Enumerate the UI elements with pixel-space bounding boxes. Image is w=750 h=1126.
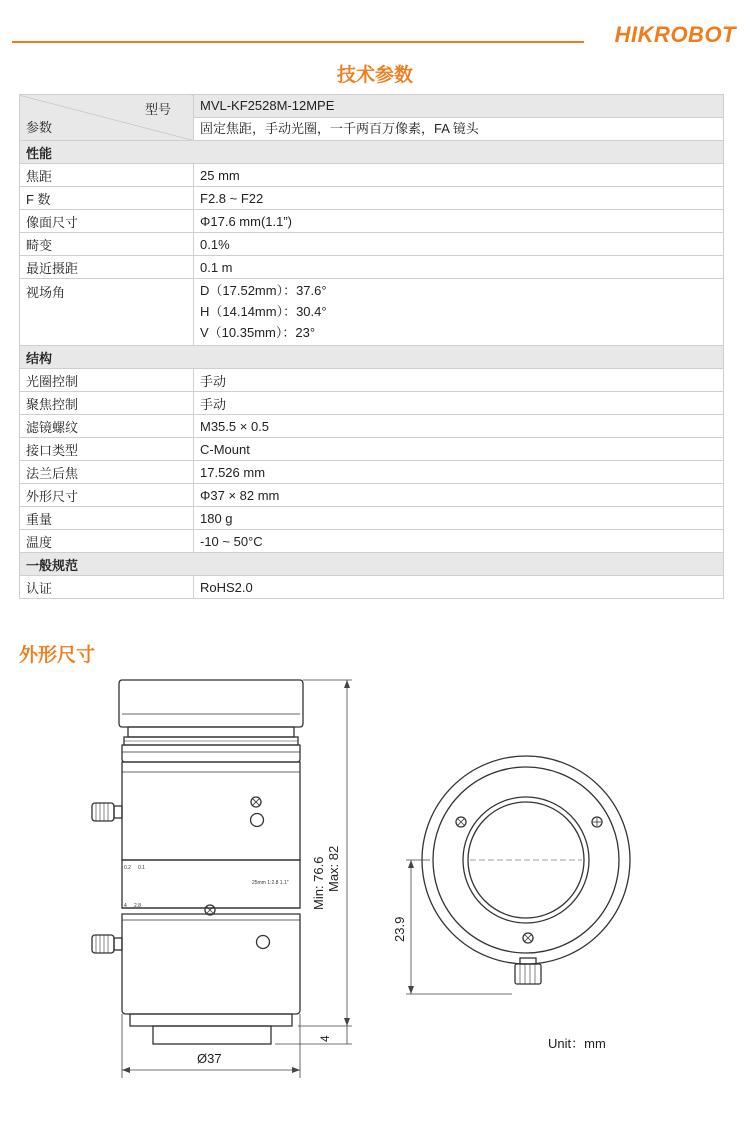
spec-row xyxy=(20,210,724,233)
header-rule xyxy=(12,41,584,43)
spec-row xyxy=(20,484,724,507)
spec-row xyxy=(20,392,724,415)
fov-d: D（17.52mm）：37.6° xyxy=(200,283,327,298)
param-value: 固定焦距，手动光圈，一千两百万像素，FA 镜头 xyxy=(194,118,723,140)
spec-key: 光圈控制 xyxy=(20,369,194,392)
spec-header-value xyxy=(194,95,724,141)
spec-key: 视场角 xyxy=(20,279,194,346)
spec-key: 认证 xyxy=(20,576,194,599)
section-structure xyxy=(20,346,724,369)
iris-scale-top-0: 0.2 xyxy=(124,865,131,871)
spec-value: 手动 xyxy=(194,392,724,415)
fov-v: V（10.35mm）：23° xyxy=(200,325,316,340)
spec-value: Φ37 × 82 mm xyxy=(194,484,724,507)
min-length-label: Min: 76.6 xyxy=(311,856,326,910)
lens-front-view xyxy=(422,756,630,984)
spec-row xyxy=(20,576,724,599)
lens-marking: 25mm 1:2.8 1.1" xyxy=(252,880,289,886)
spec-key: 温度 xyxy=(20,530,194,553)
front-dimension-lines xyxy=(406,860,582,994)
section-title: 结构 xyxy=(20,346,724,369)
section-performance xyxy=(20,141,724,164)
lens-scale-labels xyxy=(124,865,289,909)
spec-key: 焦距 xyxy=(20,164,194,187)
spec-key: 像面尺寸 xyxy=(20,210,194,233)
spec-row xyxy=(20,233,724,256)
spec-value: C-Mount xyxy=(194,438,724,461)
spec-row xyxy=(20,164,724,187)
center-height-label: 23.9 xyxy=(392,916,407,942)
spec-value: Φ17.6 mm(1.1”) xyxy=(194,210,724,233)
spec-key: 聚焦控制 xyxy=(20,392,194,415)
spec-key: 最近摄距 xyxy=(20,256,194,279)
spec-header-row xyxy=(20,95,724,141)
spec-value: 180 g xyxy=(194,507,724,530)
spec-row-fov xyxy=(20,279,724,346)
brand-logo: HIKROBOT xyxy=(614,22,736,47)
spec-value: -10 ~ 50°C xyxy=(194,530,724,553)
spec-key: F 数 xyxy=(20,187,194,210)
spec-header-key xyxy=(20,95,194,141)
section-title: 一般规范 xyxy=(20,553,724,576)
lens-side-view xyxy=(92,680,303,1044)
spec-value: M35.5 × 0.5 xyxy=(194,415,724,438)
spec-key: 重量 xyxy=(20,507,194,530)
model-value: MVL-KF2528M-12MPE xyxy=(194,95,723,118)
spec-row xyxy=(20,461,724,484)
spec-row xyxy=(20,415,724,438)
spec-key: 外形尺寸 xyxy=(20,484,194,507)
spec-row xyxy=(20,438,724,461)
mount-depth-label: 4 xyxy=(318,1035,332,1042)
spec-value: 0.1% xyxy=(194,233,724,256)
section-title: 性能 xyxy=(20,141,724,164)
spec-key: 法兰后焦 xyxy=(20,461,194,484)
spec-row xyxy=(20,530,724,553)
spec-value: RoHS2.0 xyxy=(194,576,724,599)
diameter-label: Ø37 xyxy=(197,1051,222,1066)
spec-value: F2.8 ~ F22 xyxy=(194,187,724,210)
max-length-label: Max: 82 xyxy=(326,845,341,892)
spec-row xyxy=(20,256,724,279)
spec-value: 17.526 mm xyxy=(194,461,724,484)
spec-key: 滤镜螺纹 xyxy=(20,415,194,438)
spec-key: 畸变 xyxy=(20,233,194,256)
section-general xyxy=(20,553,724,576)
iris-scale-top-1: 0.1 xyxy=(138,865,145,871)
param-label: 参数 xyxy=(26,120,53,135)
spec-key: 接口类型 xyxy=(20,438,194,461)
spec-table xyxy=(19,94,724,599)
spec-row xyxy=(20,507,724,530)
spec-value: 0.1 m xyxy=(194,256,724,279)
unit-label: Unit：mm xyxy=(548,1036,606,1051)
spec-value: 手动 xyxy=(194,369,724,392)
dimensions-title: 外形尺寸 xyxy=(19,644,96,666)
spec-value: 25 mm xyxy=(194,164,724,187)
fov-h: H（14.14mm）：30.4° xyxy=(200,304,327,319)
iris-scale-bottom-1: 2.8 xyxy=(134,903,141,909)
iris-scale-bottom-0: 4 xyxy=(124,903,127,909)
model-label: 型号 xyxy=(144,102,171,117)
spec-row xyxy=(20,369,724,392)
dimension-drawing xyxy=(0,670,750,1110)
page-title: 技术参数 xyxy=(336,64,413,86)
spec-row xyxy=(20,187,724,210)
fov-values xyxy=(194,279,724,346)
